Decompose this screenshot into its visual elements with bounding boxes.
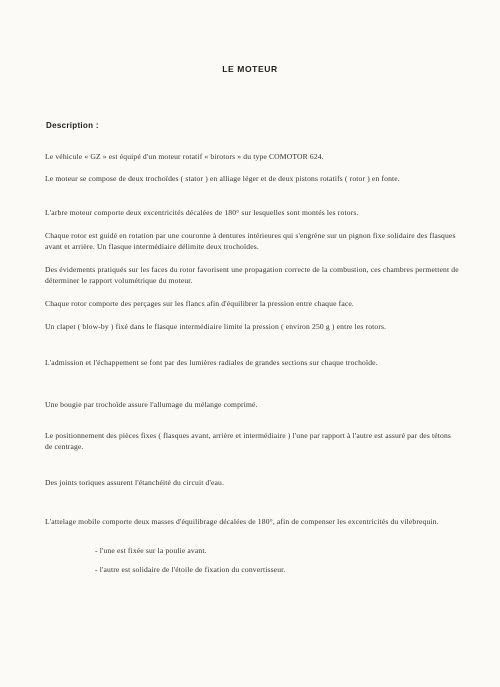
paragraph: Le moteur se compose de deux trochoïdes ( stator ) en alliage léger et de deux pistons rotatifs ( rotor ) en fonte. [45,174,400,183]
paragraph: Le positionnement des pièces fixes ( flasques avant, arrière et intermédiaire ) l'une par rapport à l'autre est assuré par des tétons de centrage. [45,431,452,451]
paragraph: Chaque rotor comporte des perçages sur les flancs afin d'équilibrer la pression entre chaque face. [45,299,354,308]
paragraph: L'admission et l'échappement se font par des lumières radiales de grandes sections sur chaque trochoïde. [45,358,378,367]
bullet-item: - l'une est fixée sur la poulie avant. [95,546,207,555]
paragraph: Une bougie par trochoïde assure l'allumage du mélange comprimé. [45,400,258,409]
paragraph: Des évidements pratiqués sur les faces du rotor favorisent une propagation correcte de la combustion, ces chambres permettent de déterminer le rapport volumétrique du moteur. [45,265,459,285]
paragraph: Le véhicule « GZ » est équipé d'un moteur rotatif « birotors » du type COMOTOR 624. [45,152,324,161]
paragraph: Des joints toriques assurent l'étanchéité du circuit d'eau. [45,478,225,487]
bullet-item: - l'autre est solidaire de l'étoile de fixation du convertisseur. [95,565,286,574]
paragraph: L'attelage mobile comporte deux masses d'équilibrage décalées de 180°, afin de compenser les excentricités du vilebrequin. [45,517,439,526]
paragraph: Un clapet ( blow-by ) fixé dans le flasque intermédiaire limite la pression ( environ 250 g ) entre les rotors. [45,322,387,331]
paragraph: L'arbre moteur comporte deux excentricités décalées de 180° sur lesquelles sont montés les rotors. [45,208,359,217]
paragraph: Chaque rotor est guidé en rotation par une couronne à dentures intérieures qui s'engrène sur un pignon fixe solidaire des flasques avant et arrière. Un flasque intermédiaire délimite deux trochoïdes. [45,231,456,251]
page-title: LE MOTEUR [222,64,278,74]
section-heading: Description : [46,121,99,130]
